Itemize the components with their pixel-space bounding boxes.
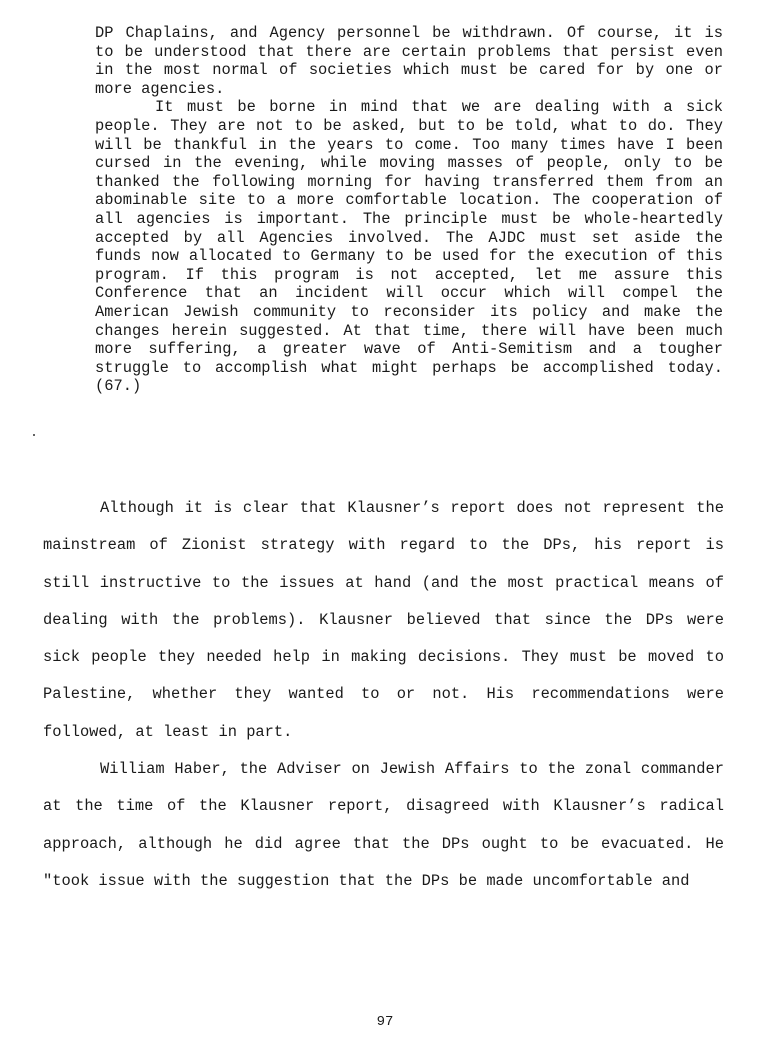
- scan-speck: [33, 434, 35, 436]
- body-paragraph-2: William Haber, the Adviser on Jewish Affairs to the zonal commander at the time of the Klausner report, disagreed with Klausner’s radical approach, although he did agree that the DPs ought to be evacuated. He "took issue with the suggestion that the DPs be made uncomfortable and: [43, 760, 724, 890]
- page-number: 97: [376, 1014, 394, 1030]
- quote-paragraph-2: It must be borne in mind that we are dealing with a sick people. They are not to be asked, but to be told, what to do. They will be thankful in the years to come. Too many times have I been cursed in the evening, while moving masses of people, only to be thanked the following morning for having transferred them from an abominable site to a more comfortable location. The cooperation of all agencies is important. The principle must be whole-heartedly accepted by all Agencies involved. The AJDC must set aside the funds now allocated to Germany to be used for the execution of this program. If this program is not accepted, let me assure this Conference that an incident will occur which will compel the American Jewish community to reconsider its policy and make the changes herein suggested. At that time, there will have been much more suffering, a greater wave of Anti-Semitism and a tougher struggle to accomplish what might perhaps be accomplished today.(67.): [95, 98, 723, 396]
- body-paragraph-1: Although it is clear that Klausner’s report does not represent the mainstream of Zionist strategy with regard to the DPs, his report is still instructive to the issues at hand (and the most practical means of dealing with the problems). Klausner believed that since the DPs were sick people they needed help in making decisions. They must be moved to Palestine, whether they wanted to or not. His recommendations were followed, at least in part.: [43, 499, 724, 741]
- block-quote: [95, 24, 723, 396]
- body-text: [43, 490, 724, 900]
- quote-paragraph-1: DP Chaplains, and Agency personnel be withdrawn. Of course, it is to be understood that there are certain problems that persist even in the most normal of societies which must be cared for by one or more agencies.: [95, 24, 723, 98]
